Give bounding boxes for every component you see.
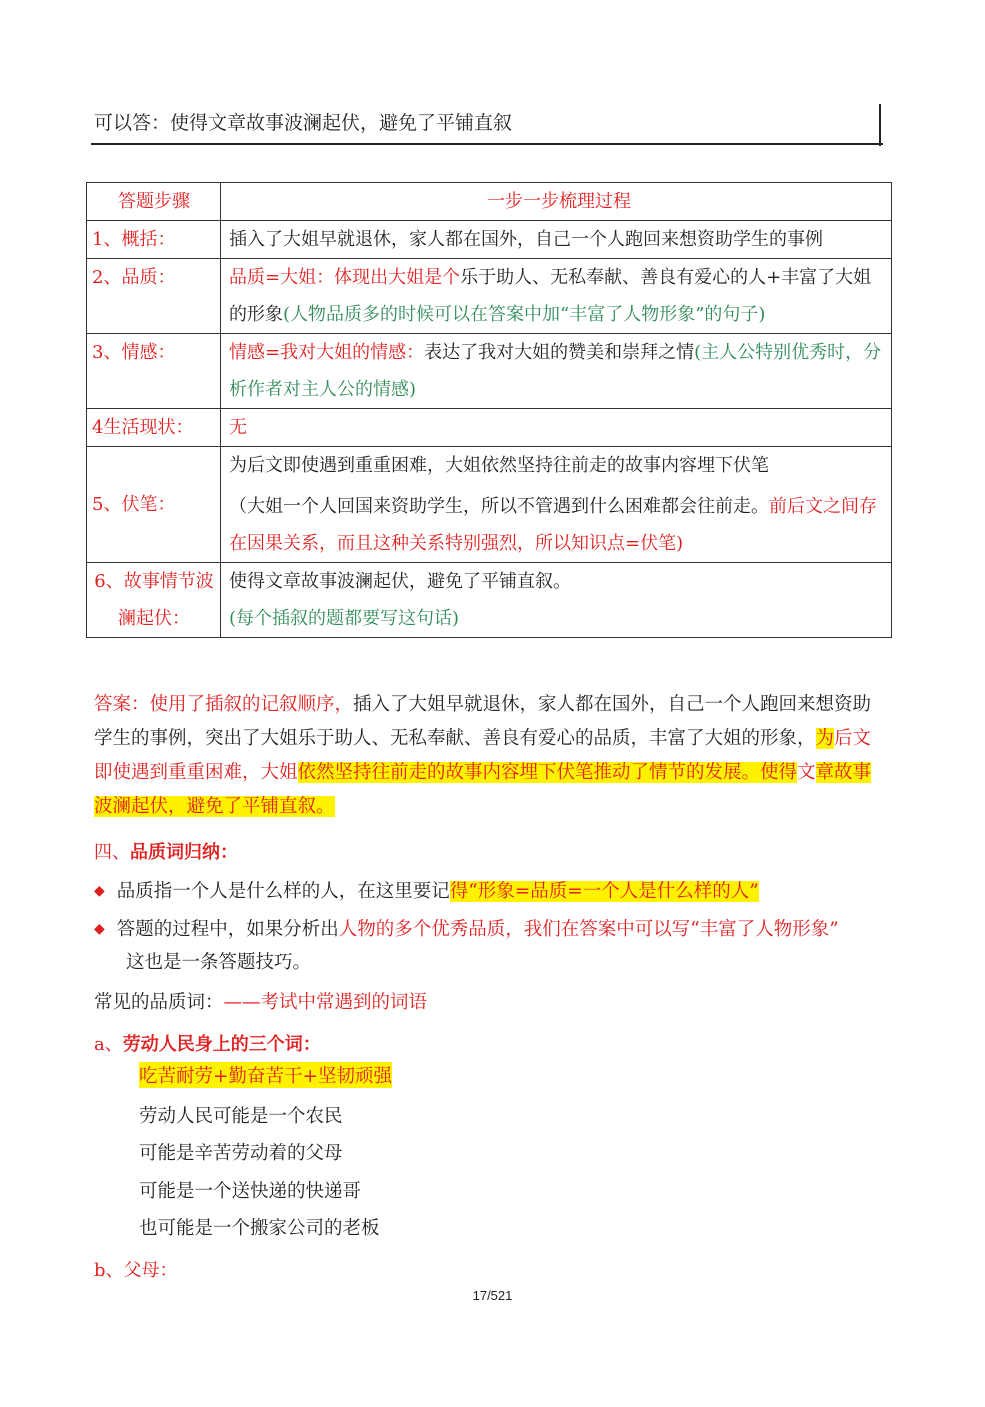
bullet-item [94, 876, 894, 909]
list-item: 可能是一个送快递的快递哥 [139, 1181, 362, 1202]
table-row [87, 409, 892, 447]
diamond-bullet-icon: ◆ [94, 921, 105, 937]
section-heading [94, 838, 238, 864]
common-note: ——考试中常遇到的词语 [223, 992, 428, 1013]
step-text: （大姐一个人回国来资助学生，所以不管遇到什么困难都会往前走。 [229, 496, 769, 517]
section-title: 品质词归纳： [130, 842, 238, 863]
section-number: 四、 [94, 842, 130, 863]
step-text: 为后文即使遇到重重困难，大姐依然坚持往前走的故事内容埋下伏笔 [229, 455, 769, 476]
table-row [87, 259, 892, 334]
top-answer-line: 可以答：使得文章故事波澜起伏，避免了平铺直叙 [94, 112, 513, 134]
table-row [87, 563, 892, 638]
answer-steps-table [86, 182, 892, 638]
bullet-text: 这也是一条答题技巧。 [126, 952, 312, 973]
diamond-bullet-icon: ◆ [94, 883, 105, 899]
top-vertical-bar [879, 104, 881, 146]
step-label: 3、情感： [87, 334, 221, 409]
step-content [221, 334, 892, 409]
step-label: 2、品质： [87, 259, 221, 334]
top-rule-line [91, 143, 883, 145]
step-content [221, 563, 892, 638]
common-words-line [94, 988, 427, 1014]
key-quality-words: 吃苦耐劳+勤奋苦干+坚韧顽强 [139, 1062, 392, 1088]
step-label: 6、故事情节波澜起伏： [87, 563, 221, 638]
table-header-row [87, 183, 892, 221]
bullet-text: 答题的过程中，如果分析出 [116, 919, 339, 940]
step-label-red: 品质=大姐：体现出大姐是个 [229, 267, 461, 288]
answer-text: 插入了大姐早就退休，家人都在国外，自己一个人跑回来想资助学生的事例，突出了大姐乐于助人、无私奉献、善良有爱心的品质，丰富了大姐的形象， [94, 694, 872, 749]
bullet-highlight: 得“形象=品质=一个人是什么样的人” [449, 881, 759, 902]
answer-highlight: 为 [815, 728, 835, 749]
table-row [87, 334, 892, 409]
list-item: 可能是辛苦劳动着的父母 [139, 1143, 343, 1164]
page-number: 17/521 [472, 1288, 513, 1303]
step-content: 无 [221, 409, 892, 447]
step-text: 插入了大姐早就退休，家人都在国外，自己一个人跑回来想资助学生的事例 [229, 229, 823, 250]
list-item: 也可能是一个搬家公司的老板 [139, 1218, 380, 1239]
step-note: (每个插叙的题都要写这句话) [229, 608, 460, 629]
bullet-red-text: 人物的多个优秀品质，我们在答案中可以写“丰富了人物形象” [338, 919, 839, 940]
step-text: 乐于助人、无私奉献、善良有爱心的人+丰富了大姐的形象 [229, 267, 872, 325]
answer-label: 答案：使用了插叙的记叙顺序， [94, 694, 354, 715]
table-row [87, 221, 892, 259]
step-label: 5、伏笔： [87, 447, 221, 563]
step-label: 4生活现状： [87, 409, 221, 447]
bullet-item [94, 914, 894, 979]
step-note: (人物品质多的时候可以在答案中加“丰富了人物形象”的句子) [283, 304, 766, 325]
subsection-prefix: a、 [94, 1034, 123, 1055]
answer-red-text: 后文即使遇到重重困难，大姐 [94, 728, 872, 783]
common-label: 常见的品质词： [94, 992, 224, 1013]
header-steps: 答题步骤 [87, 183, 221, 221]
step-note: 前后文之间存在因果关系，而且这种关系特别强烈，所以知识点=伏笔) [229, 496, 877, 554]
subsection-title: 劳动人民身上的三个词： [122, 1034, 321, 1055]
subsection-b-heading: b、父母： [94, 1260, 178, 1281]
list-item: 劳动人民可能是一个农民 [139, 1106, 343, 1127]
answer-paragraph [94, 688, 884, 824]
step-content [221, 221, 892, 259]
step-content [221, 259, 892, 334]
step-label: 1、概括： [87, 221, 221, 259]
subsection-a-heading [94, 1030, 321, 1056]
table-row [87, 447, 892, 563]
answer-red-text: 文 [797, 762, 816, 783]
step-content [221, 447, 892, 563]
step-text: 使得文章故事波澜起伏，避免了平铺直叙。 [229, 571, 571, 592]
step-text: 表达了我对大姐的赞美和崇拜之情 [424, 342, 695, 363]
answer-highlight: 章故事波澜起伏，避免了平铺直叙。 [94, 762, 872, 817]
step-note: (主人公特别优秀时，分析作者对主人公的情感) [229, 342, 882, 400]
answer-highlight: 依然坚持往前走的故事内容埋下伏笔推动了情节的发展。使得 [297, 762, 798, 783]
header-process: 一步一步梳理过程 [221, 183, 892, 221]
step-label-red: 情感=我对大姐的情感： [229, 342, 425, 363]
bullet-text: 品质指一个人是什么样的人，在这里要记 [116, 881, 450, 902]
